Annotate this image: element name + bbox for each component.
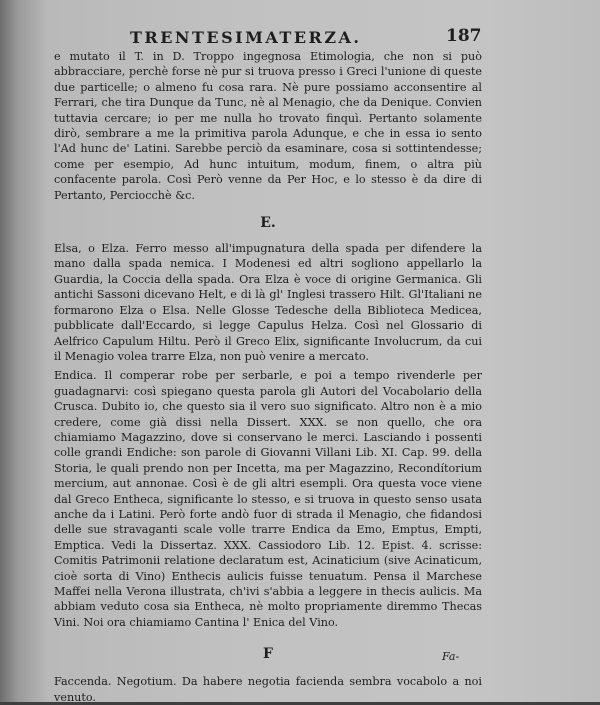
running-head <box>0 28 600 50</box>
entry-endica: Endica. Il comperar robe per serbarle, e poi a tempo rivenderle per guadagnarvi: così spiegano questa parola gli Autori del Vocabolario della Crusca. Dubito io, che questo sia il vero suo significato. Altro non è a mio credere, come già dissi nella Dissert. XXX. se non quello, che ora chiamiamo Magazzino, dove si conservano le merci. Lasciando i possenti colle grandi Endiche: son parole di Giovanni Villani Lib. XI. Cap. 99. della Storia, le quali prendo non per Incetta, ma per Magazzino, Recondítorium mercium, aut annonae. Così è de gli altri esempli. Ora questa voce viene dal Greco Entheca, significante lo stesso, e si truova in questo senso usata anche da i Latini. Però forte andò fuor di strada il Menagio, che fidandosi delle sue stravaganti scale volle trarre Endica da Emo, Emptus, Empti, Emptica. Vedi la Dissertaz. XXX. Cassiodoro Lib. 12. Epist. 4. scrisse: Comitis Patrimonii relatione declaratum est, Acinaticium (sive Acinaticum, cioè sorta di Vino) Enthecis aulicis fuisse tenuatum. Pensa il Marchese Maffei nella Verona illustrata, ch'ivi s'abbia a leggere in thecis aulicis. Ma abbiam veduto cosa sia Entheca, nè molto propriamente diremmo Thecas Vini. Noi ora chiamiamo Cantina l' Enica del Vino. <box>54 369 482 629</box>
body-text <box>54 49 482 705</box>
running-title: TRENTESIMATERZA. <box>130 28 362 47</box>
entry-faccenda: Faccenda. Negotium. Da habere negotia facienda sembra vocabolo a noi venuto. <box>54 675 482 704</box>
section-heading-e: E. <box>260 215 276 232</box>
page-number: 187 <box>446 26 482 46</box>
catchword: Fa- <box>442 650 460 663</box>
paragraph-dunque-continuation: e mutato il T. in D. Troppo ingegnosa Etimologia, che non si può abbracciare, perchè forse nè pur si truova presso i Greci l'unione di queste due particelle; o almeno fu cosa rara. Nè pure possiamo acconsentire al Ferrari, che tira Dunque da Tunc, nè al Menagio, che da Denique. Convien tuttavia cercare; io per me nulla ho trovato finquì. Pertanto solamente dirò, sembrare a me la primitiva parola Adunque, e che in essa io sento l'Ad hunc de' Latini. Sarebbe perciò da esaminare, cosa si sottintendesse; come per esempio, Ad hunc intuitum, modum, finem, o altra più confacente parola. Così Però venne da Per Hoc, e lo stesso è da dire di Pertanto, Perciocchè &c. <box>54 50 482 202</box>
section-heading-f: F <box>263 646 273 663</box>
entry-elsa: Elsa, o Elza. Ferro messo all'impugnatura della spada per difendere la mano dalla spada nemica. I Modenesi ed altri sogliono appellarlo la Guardia, la Coccia della spada. Ora Elza è voce di origine Germanica. Gli antichi Sassoni dicevano Helt, e di là gl' Inglesi trassero Hilt. Gl'Italiani ne formarono Elza o Elsa. Nelle Glosse Tedesche della Biblioteca Medicea, pubblicate dall'Eccardo, si legge Capulus Helza. Così nel Glossario di Aelfrico Capulum Hiltu. Però il Greco Elix, significante Involucrum, da cui il Menagio volea trarre Elza, non può venire a mercato. <box>54 242 482 363</box>
